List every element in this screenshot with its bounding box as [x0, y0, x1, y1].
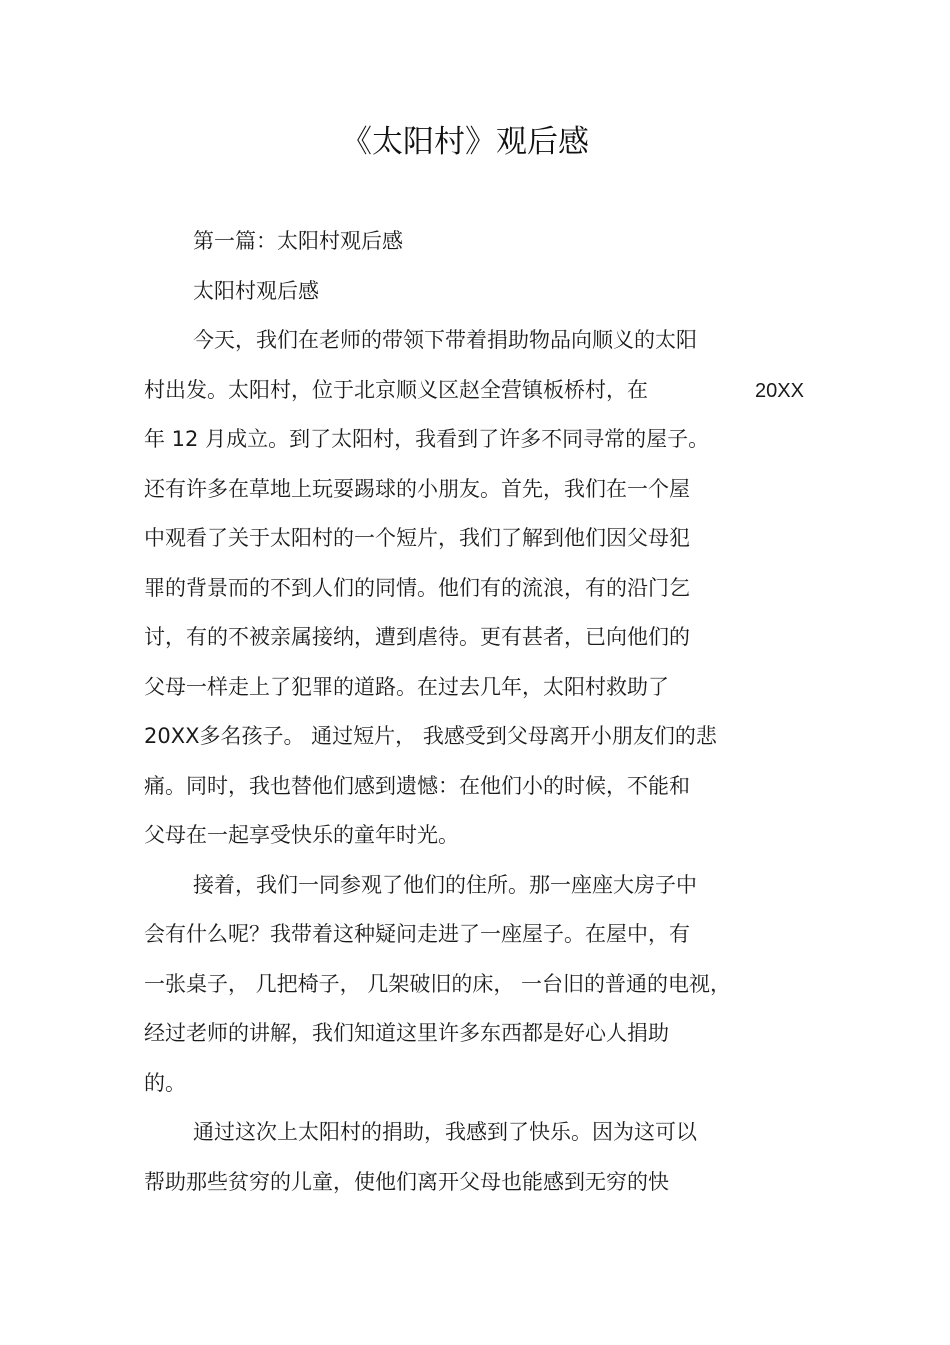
paragraph-line: 村出发。太阳村，位于北京顺义区赵全营镇板桥村，在 [144, 378, 648, 402]
page-title: 《太阳村》观后感 [341, 124, 589, 160]
paragraph-line: 帮助那些贫穷的儿童，使他们离开父母也能感到无穷的快 [144, 1170, 669, 1194]
paragraph-line: 经过老师的讲解，我们知道这里许多东西都是好心人捐助 [144, 1021, 669, 1045]
paragraph-line: 通过这次上太阳村的捐助，我感到了快乐。因为这可以 [193, 1120, 697, 1144]
paragraph-line: 的。 [144, 1071, 186, 1095]
paragraph-line: 年 12 月成立。到了太阳村，我看到了许多不同寻常的屋子。 [144, 427, 710, 451]
paragraph-line: 接着，我们一同参观了他们的住所。那一座座大房子中 [193, 873, 697, 897]
paragraph-line: 20XX多名孩子。 通过短片， 我感受到父母离开小朋友们的悲 [144, 724, 717, 748]
paragraph-line: 今天，我们在老师的带领下带着捐助物品向顺义的太阳 [193, 328, 697, 352]
paragraph-line: 一张桌子， 几把椅子， 几架破旧的床， 一台旧的普通的电视， [144, 972, 732, 996]
paragraph-line: 讨，有的不被亲属接纳，遭到虐待。更有甚者，已向他们的 [144, 625, 690, 649]
paragraph-line: 会有什么呢？我带着这种疑问走进了一座屋子。在屋中，有 [144, 922, 690, 946]
paragraph-line: 父母在一起享受快乐的童年时光。 [144, 823, 459, 847]
paragraph-line: 还有许多在草地上玩耍踢球的小朋友。首先，我们在一个屋 [144, 477, 690, 501]
paragraph-line: 痛。同时，我也替他们感到遗憾：在他们小的时候，不能和 [144, 774, 690, 798]
paragraph-line: 中观看了关于太阳村的一个短片，我们了解到他们因父母犯 [144, 526, 690, 550]
subheading: 太阳村观后感 [193, 279, 319, 303]
paragraph-line: 罪的背景而的不到人们的同情。他们有的流浪，有的沿门乞 [144, 576, 690, 600]
paragraph-line: 父母一样走上了犯罪的道路。在过去几年，太阳村救助了 [144, 675, 669, 699]
section-heading: 第一篇：太阳村观后感 [193, 229, 403, 253]
year-text: 20XX [755, 380, 804, 402]
